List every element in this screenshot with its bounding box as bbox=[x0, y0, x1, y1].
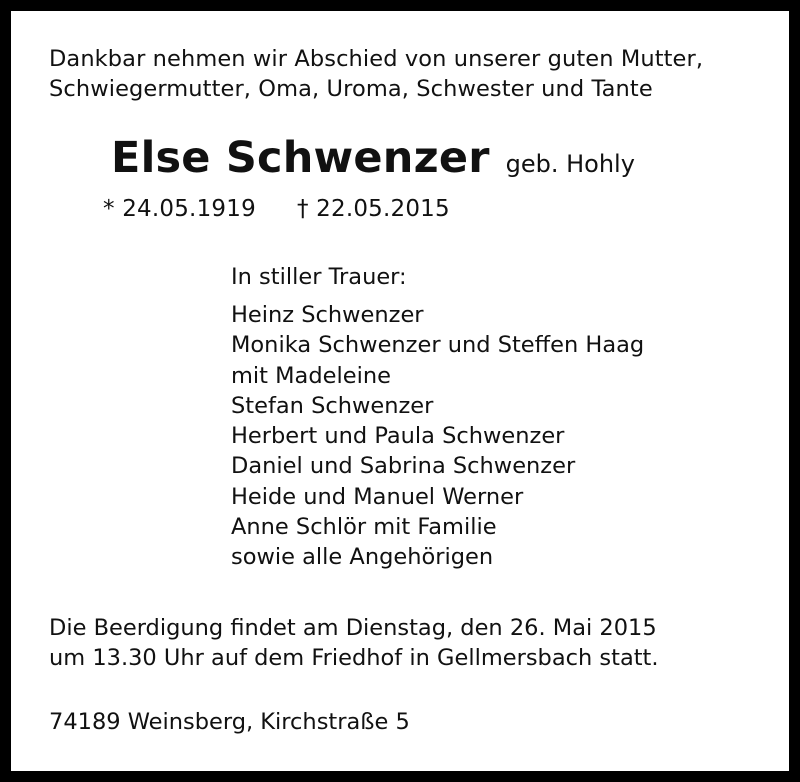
intro-line-1: Dankbar nehmen wir Abschied von unserer guten Mutter, bbox=[49, 46, 704, 72]
funeral-line-1: Die Beerdigung findet am Dienstag, den 26. Mai 2015 bbox=[49, 615, 657, 642]
address-line: 74189 Weinsberg, Kirchstraße 5 bbox=[49, 709, 410, 736]
mourners-heading: In stiller Trauer: bbox=[231, 263, 407, 290]
birth-date: * 24.05.1919 bbox=[103, 195, 256, 222]
maiden-name: geb. Hohly bbox=[505, 149, 635, 178]
mourner-item: sowie alle Angehörigen bbox=[231, 544, 494, 571]
funeral-details bbox=[49, 614, 751, 674]
intro-line-2: Schwiegermutter, Oma, Uroma, Schwester und Tante bbox=[49, 75, 653, 102]
mourner-item: Heide und Manuel Werner bbox=[231, 483, 524, 510]
funeral-line-2: um 13.30 Uhr auf dem Friedhof in Gellmersbach statt. bbox=[49, 645, 659, 672]
deceased-name: Else Schwenzer bbox=[111, 132, 490, 183]
mourner-item: mit Madeleine bbox=[231, 362, 391, 389]
intro-text bbox=[49, 45, 751, 105]
life-dates bbox=[49, 196, 751, 222]
deceased-name-block bbox=[49, 132, 751, 183]
mourner-item: Stefan Schwenzer bbox=[231, 392, 434, 419]
mourner-item: Anne Schlör mit Familie bbox=[231, 513, 497, 540]
mourner-item: Herbert und Paula Schwenzer bbox=[231, 423, 565, 450]
mourner-item: Daniel und Sabrina Schwenzer bbox=[231, 453, 576, 480]
death-date: † 22.05.2015 bbox=[296, 195, 450, 222]
mourner-item: Monika Schwenzer und Steffen Haag bbox=[231, 332, 645, 359]
mourner-item: Heinz Schwenzer bbox=[231, 302, 424, 329]
mourners-block bbox=[49, 262, 751, 573]
